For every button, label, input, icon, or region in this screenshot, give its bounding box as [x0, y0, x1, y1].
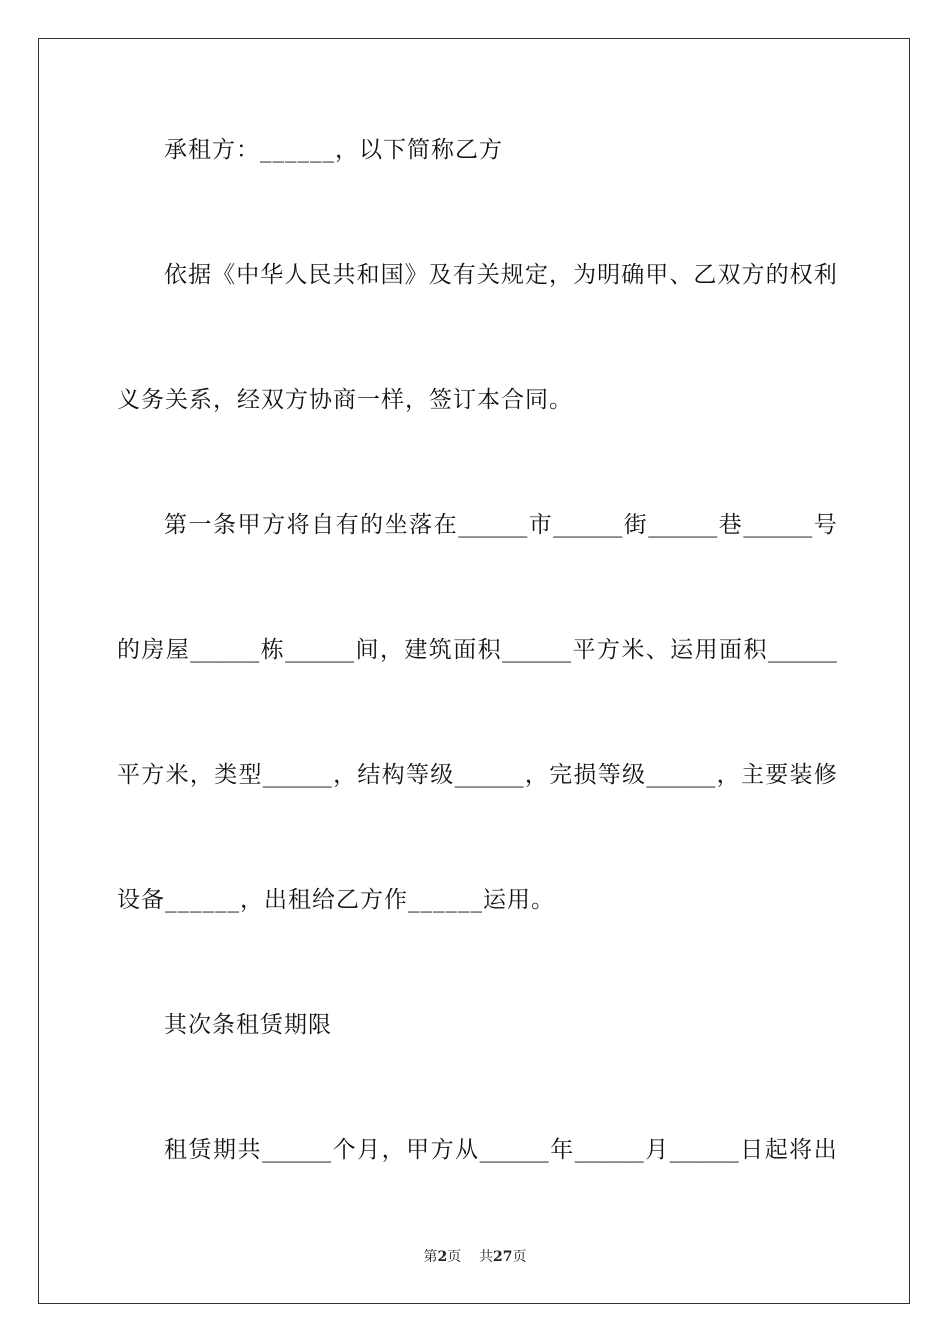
footer-total-suffix: 页 — [512, 1249, 527, 1265]
text-line-article-1-b: 的 房 屋 ______ 栋 ______ 间 ， 建 筑 面 积 ______ 平 方 米 、 运 用 面 积 ______ — [117, 637, 837, 663]
footer-total-pages: 27 — [493, 1249, 513, 1265]
page-frame — [38, 38, 910, 1304]
text-line-article-2-title: 其次条租赁期限 — [164, 1012, 332, 1038]
footer-page-prefix: 第 — [423, 1249, 438, 1265]
footer-page-number: 2 — [437, 1249, 448, 1265]
text-line-lessee: 承租方：______，以下简称乙方 — [164, 137, 503, 163]
page-footer — [0, 1248, 950, 1266]
text-line-basis-1: 依 据 《 中 华 人 民 共 和 国 》 及 有 关 规 定 ， 为 明 确 甲 、 乙 双 方 的 权 利 — [164, 262, 837, 288]
text-line-article-2-body: 租 赁 期 共 ______ 个 月 ， 甲 方 从 ______ 年 ______ 月 ______ 日 起 将 出 — [164, 1137, 837, 1163]
text-line-article-1-d: 设备______，出租给乙方作______运用。 — [117, 887, 555, 913]
text-line-article-1-c: 平 方 米 ， 类 型 ______ ， 结 构 等 级 ______ ， 完 损 等 级 ______ ， 主 要 装 修 — [117, 762, 837, 788]
text-line-basis-2: 义务关系，经双方协商一样，签订本合同。 — [117, 387, 573, 413]
text-line-article-1-a: 第 一 条 甲 方 将 自 有 的 坐 落 在 ______ 市 ______ 街 ______ 巷 ______ 号 — [164, 512, 837, 538]
footer-page-suffix: 页 — [447, 1249, 462, 1265]
footer-total-prefix: 共 — [479, 1249, 494, 1265]
